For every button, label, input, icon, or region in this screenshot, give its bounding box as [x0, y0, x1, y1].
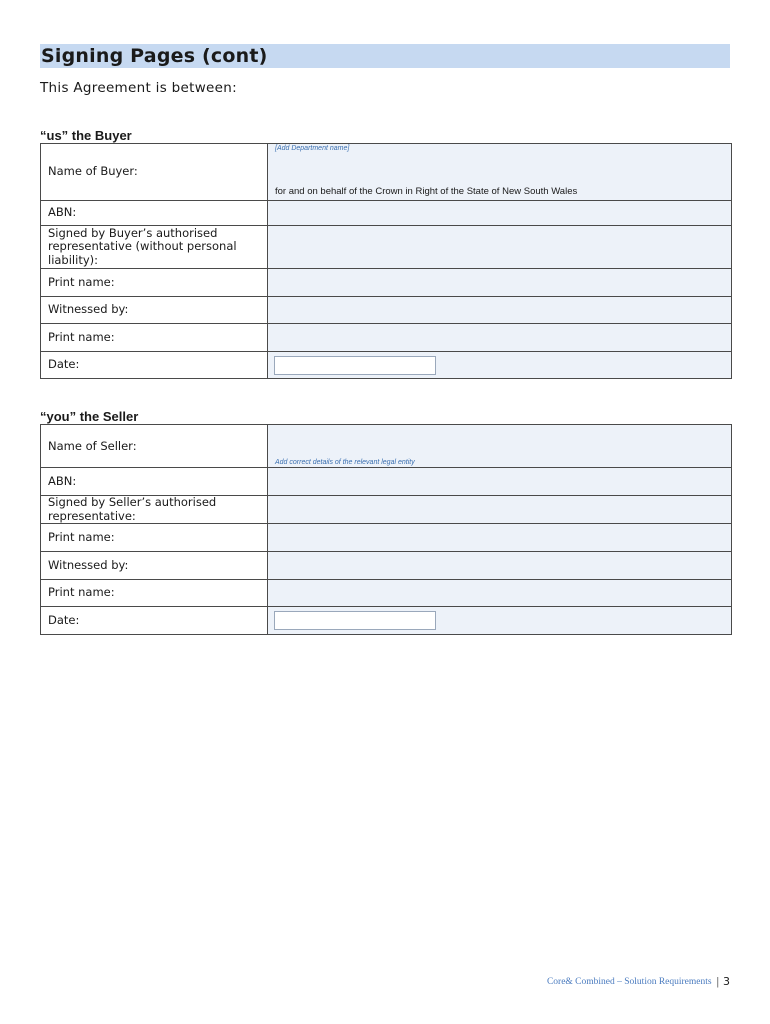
table-row — [41, 269, 732, 297]
footer-separator: | — [716, 974, 719, 988]
department-placeholder: [Add Department name] — [275, 145, 350, 152]
buyer-witness-print-name-label: Print name: — [41, 324, 268, 352]
intro-text: This Agreement is between: — [40, 80, 237, 96]
seller-signature-field[interactable] — [268, 496, 732, 524]
table-row — [41, 580, 732, 607]
seller-heading: “you” the Seller — [40, 409, 139, 424]
page-title: Signing Pages (cont) — [41, 45, 268, 67]
buyer-print-name-field[interactable] — [268, 269, 732, 297]
seller-witness-field[interactable] — [268, 552, 732, 580]
buyer-abn-label: ABN: — [41, 201, 268, 226]
seller-witness-print-name-field[interactable] — [268, 580, 732, 607]
buyer-name-label: Name of Buyer: — [41, 144, 268, 201]
buyer-witness-field[interactable] — [268, 297, 732, 324]
buyer-signing-table — [40, 143, 732, 379]
buyer-heading: “us” the Buyer — [40, 128, 132, 143]
buyer-signature-field[interactable] — [268, 226, 732, 269]
table-row — [41, 524, 732, 552]
table-row — [41, 552, 732, 580]
buyer-signed-label: Signed by Buyer’s authorised representative (without personal liability): — [41, 226, 268, 269]
seller-signed-label: Signed by Seller’s authorised representative: — [41, 496, 268, 524]
buyer-date-label: Date: — [41, 352, 268, 379]
seller-date-input[interactable] — [274, 611, 436, 630]
seller-date-label: Date: — [41, 607, 268, 635]
table-row — [41, 297, 732, 324]
seller-witness-label: Witnessed by: — [41, 552, 268, 580]
seller-abn-label: ABN: — [41, 468, 268, 496]
seller-print-name-label: Print name: — [41, 524, 268, 552]
footer-doc-name: Core& Combined – Solution Requirements — [546, 976, 712, 987]
buyer-date-cell — [268, 352, 732, 379]
seller-witness-print-name-label: Print name: — [41, 580, 268, 607]
buyer-abn-field[interactable] — [268, 201, 732, 226]
table-row — [41, 425, 732, 468]
seller-name-label: Name of Seller: — [41, 425, 268, 468]
page-footer — [547, 974, 730, 989]
seller-abn-field[interactable] — [268, 468, 732, 496]
page-number: 3 — [723, 975, 730, 988]
behalf-text: for and on behalf of the Crown in Right of the State of New South Wales — [275, 186, 578, 197]
legal-entity-placeholder: Add correct details of the relevant legal entity — [275, 459, 415, 466]
buyer-print-name-label: Print name: — [41, 269, 268, 297]
buyer-witness-label: Witnessed by: — [41, 297, 268, 324]
seller-signing-table — [40, 424, 732, 635]
table-row — [41, 144, 732, 201]
seller-print-name-field[interactable] — [268, 524, 732, 552]
buyer-name-field[interactable] — [268, 144, 732, 201]
seller-date-cell — [268, 607, 732, 635]
seller-name-field[interactable] — [268, 425, 732, 468]
table-row — [41, 468, 732, 496]
buyer-date-input[interactable] — [274, 356, 436, 375]
table-row — [41, 607, 732, 635]
table-row — [41, 226, 732, 269]
table-row — [41, 201, 732, 226]
table-row — [41, 496, 732, 524]
table-row — [41, 352, 732, 379]
buyer-witness-print-name-field[interactable] — [268, 324, 732, 352]
table-row — [41, 324, 732, 352]
